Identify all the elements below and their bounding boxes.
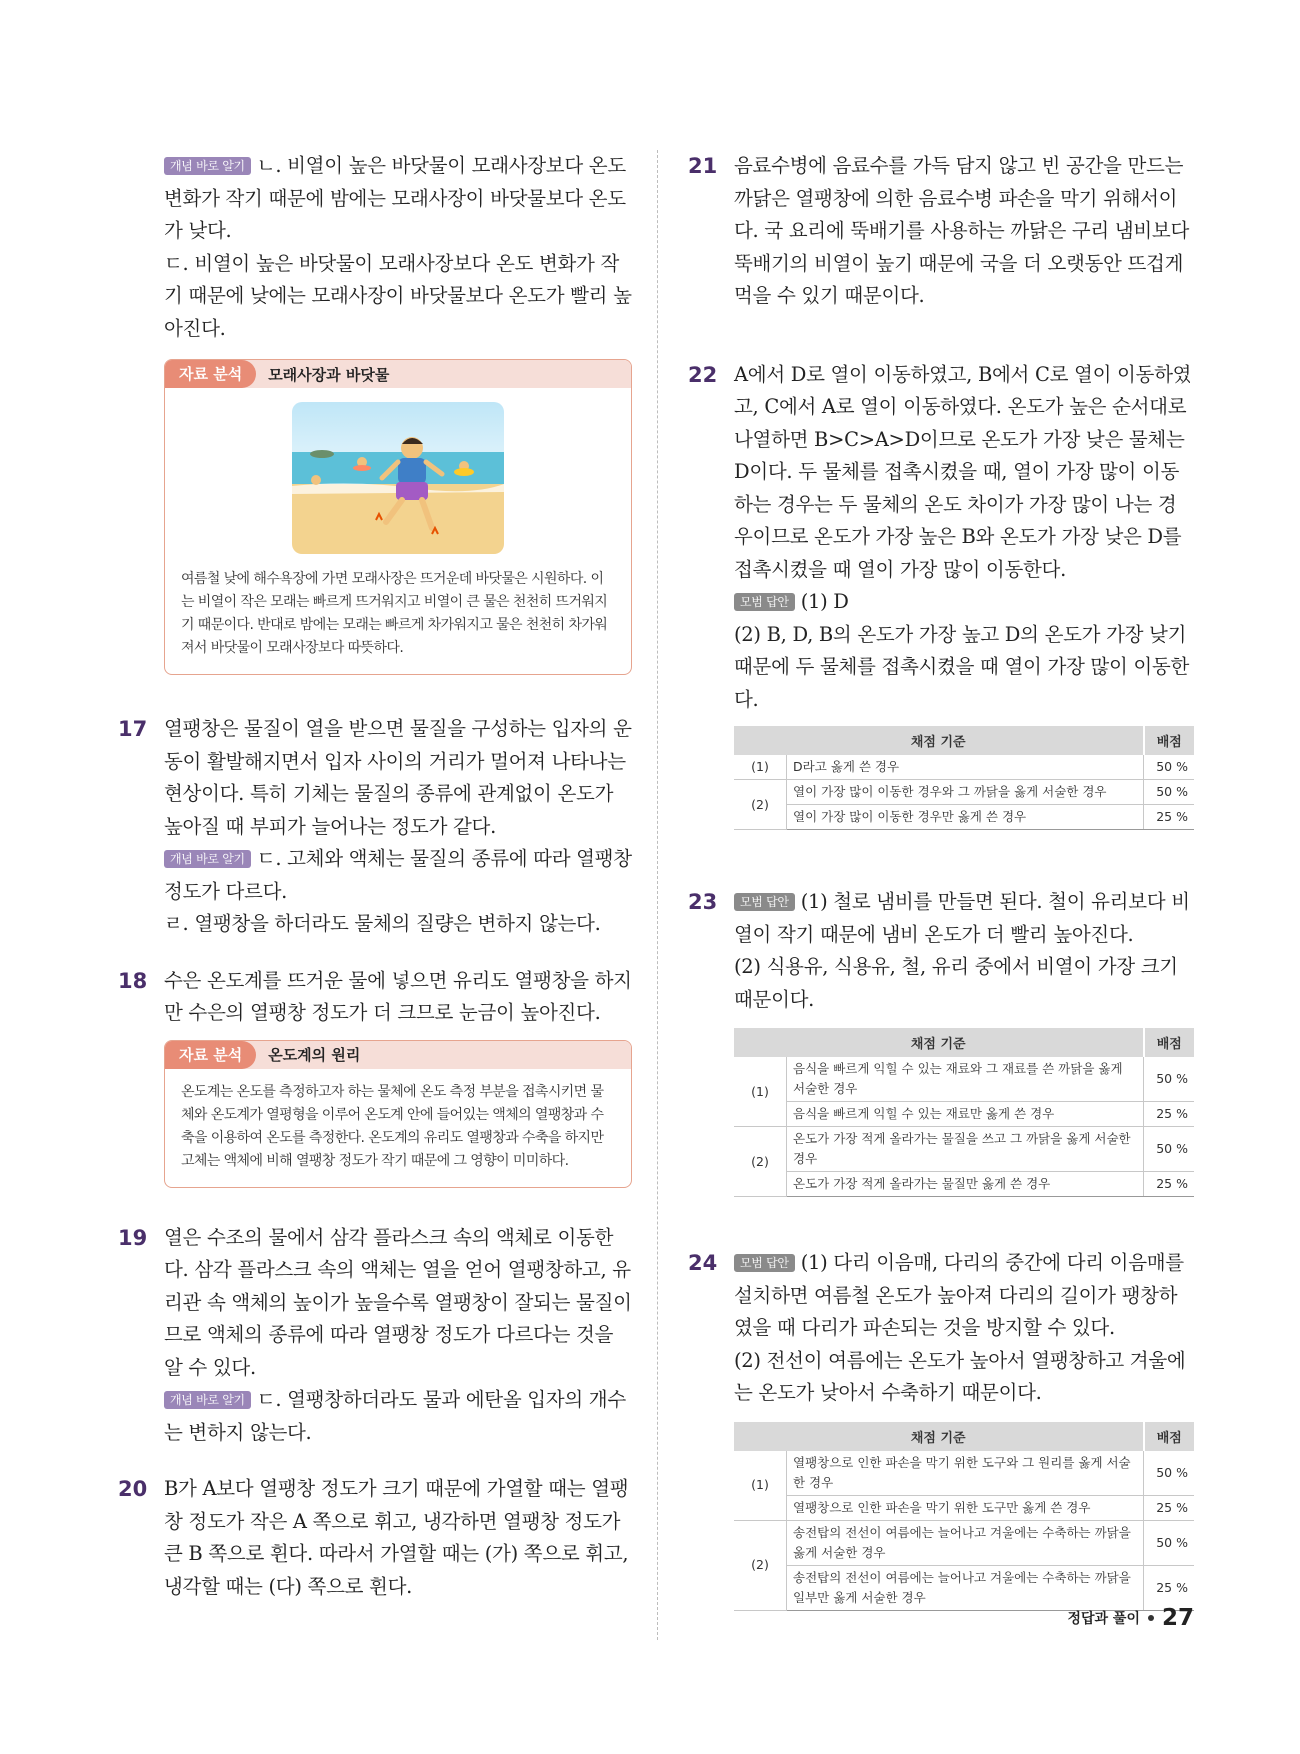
page-number: 27 — [1161, 1605, 1194, 1631]
table-row: (1) 열팽창으로 인한 파손을 막기 위한 도구와 그 원리를 옳게 서술한 경우 50 % — [734, 1451, 1194, 1496]
box-text: 온도계는 온도를 측정하고자 하는 물체에 온도 측정 부분을 접촉시키면 물체와 온도계가 열평형을 이루어 온도계 안에 들어있는 액체의 열팽창과 수축을 이용하여 온도를 측정한다. 온도계의 유리도 열팽창과 수축을 하지만 고체는 액체에 비해 열팽창 정도가 작기 때문에 그 영향이 미미하다. — [181, 1083, 604, 1169]
question-number: 19 — [118, 1225, 148, 1250]
table-header-row — [734, 1422, 1194, 1451]
column-divider — [657, 150, 658, 1640]
question-number: 20 — [118, 1477, 148, 1501]
table-row: 음식을 빠르게 익힐 수 있는 재료만 옳게 쓴 경우 25 % — [734, 1102, 1194, 1127]
question-text: 음료수병에 음료수를 가득 담지 않고 빈 공간을 만드는 까닭은 열팽창에 의한 음료수병 파손을 막기 위해서이다. 국 요리에 뚝배기를 사용하는 까닭은 구리 냄비보다 뚝배기의 비열이 높기 때문에 국을 더 오랫동안 뜨겁게 먹을 수 있기 때문이다. — [734, 154, 1190, 307]
question-text: 수은 온도계를 뜨거운 물에 넣으면 유리도 열팽창을 하지만 수은의 열팽창 정도가 더 크므로 눈금이 높아진다. — [164, 968, 632, 1024]
question-19 — [112, 1222, 632, 1450]
table-row: (1) 음식을 빠르게 익힐 수 있는 재료와 그 재료를 쓴 까닭을 옳게 서술한 경우 50 % — [734, 1057, 1194, 1102]
box-header — [165, 1041, 631, 1069]
right-column — [682, 150, 1194, 1611]
page-footer — [1067, 1605, 1194, 1631]
concept-tag: 개념 바로 알기 — [164, 157, 251, 175]
criteria-header: 채점 기준 — [734, 726, 1144, 755]
question-21 — [682, 150, 1194, 313]
bullet-icon — [1148, 1615, 1154, 1621]
concept-tag: 개념 바로 알기 — [164, 1391, 251, 1409]
box-text: 여름철 낮에 해수욕장에 가면 모래사장은 뜨거운데 바닷물은 시원하다. 이는 비열이 작은 모래는 빠르게 뜨거워지고 비열이 큰 물은 천천히 뜨거워지기 때문이다. 반대로 밤에는 모래는 빠르게 차가워지고 물은 천천히 차가워져서 바닷물이 모래사장보다 따뜻하다. — [181, 571, 608, 656]
answer-line-2: (2) 식용유, 식용유, 철, 유리 중에서 비열이 가장 크기 때문이다. — [734, 955, 1178, 1011]
concept-line-2: ㄹ. 열팽창을 하더라도 물체의 질량은 변하지 않는다. — [164, 912, 601, 935]
question-18 — [112, 965, 632, 1030]
table-row: 온도가 가장 적게 올라가는 물질만 옳게 쓴 경우 25 % — [734, 1172, 1194, 1197]
answer-line-1: 모범 답안 (1) D — [734, 586, 1194, 619]
question-number: 22 — [688, 362, 718, 387]
box-tag: 자료 분석 — [165, 360, 256, 388]
table-row: (1) D라고 옳게 쓴 경우 50 % — [734, 755, 1194, 780]
concept-line-1: 개념 바로 알기 ㄷ. 고체와 액체는 물질의 종류에 따라 열팽창 정도가 다르다. — [164, 847, 632, 903]
table-header-row — [734, 1028, 1194, 1057]
table-row: 송전탑의 전선이 여름에는 늘어나고 겨울에는 수축하는 까닭을 일부만 옳게 서술한 경우 25 % — [734, 1565, 1194, 1610]
question-text: 열은 수조의 물에서 삼각 플라스크 속의 액체로 이동한다. 삼각 플라스크 속의 액체는 열을 얻어 열팽창하고, 유리관 속 액체의 높이가 높을수록 열팽창이 잘되는 물질이므로 액체의 종류에 따라 열팽창 정도가 다르다는 것을 알 수 있다. — [164, 1225, 632, 1379]
intro-section — [112, 150, 632, 345]
question-17 — [112, 713, 632, 941]
question-23 — [682, 886, 1194, 1016]
question-text: B가 A보다 열팽창 정도가 크기 때문에 가열할 때는 열팽창 정도가 작은 A 쪽으로 휘고, 냉각하면 열팽창 정도가 큰 B 쪽으로 휜다. 따라서 가열할 때는 (가) 쪽으로 휘고, 냉각할 때는 (다) 쪽으로 휜다. — [164, 1477, 629, 1598]
footer-label: 정답과 풀이 — [1067, 1611, 1140, 1627]
box-tag: 자료 분석 — [165, 1041, 256, 1069]
answer-line-2: (2) B, D, B의 온도가 가장 높고 D의 온도가 가장 낮기 때문에 두 물체를 접촉시켰을 때 열이 가장 많이 이동한다. — [734, 622, 1190, 711]
answer-line-1: 모범 답안 (1) 다리 이음매, 다리의 중간에 다리 이음매를 설치하면 여름철 온도가 높아져 다리의 길이가 팽창하였을 때 다리가 파손되는 것을 방지할 수 있다. — [734, 1251, 1184, 1339]
concept-line-1: 개념 바로 알기 ㄷ. 열팽창하더라도 물과 에탄올 입자의 개수는 변하지 않는다. — [164, 1388, 626, 1444]
table-row: 열이 가장 많이 이동한 경우만 옳게 쓴 경우 25 % — [734, 805, 1194, 830]
left-column — [112, 150, 632, 1603]
box-header — [165, 360, 631, 388]
model-answer-tag: 모범 답안 — [734, 893, 795, 911]
data-analysis-box-beach — [164, 359, 632, 675]
question-number: 24 — [688, 1251, 718, 1275]
intro-line-2: ㄷ. 비열이 높은 바닷물이 모래사장보다 온도 변화가 작기 때문에 낮에는 모래사장이 바닷물보다 온도가 빨리 높아진다. — [164, 251, 632, 340]
answer-line-1: 모범 답안 (1) 철로 냄비를 만들면 된다. 철이 유리보다 비열이 작기 때문에 냄비 온도가 더 빨리 높아진다. — [734, 890, 1190, 946]
concept-tag: 개념 바로 알기 — [164, 850, 251, 868]
scoring-table-24 — [734, 1422, 1194, 1611]
question-number: 17 — [118, 717, 148, 741]
answer-line-2: (2) 전선이 여름에는 온도가 높아서 열팽창하고 겨울에는 온도가 낮아서 수축하기 때문이다. — [734, 1348, 1186, 1404]
question-number: 23 — [688, 890, 718, 914]
box-title: 온도계의 원리 — [268, 1046, 361, 1064]
question-24 — [682, 1247, 1194, 1410]
criteria-header: 채점 기준 — [734, 1422, 1144, 1451]
scoring-table-22 — [734, 726, 1194, 830]
data-analysis-box-thermometer — [164, 1040, 632, 1188]
intro-line-1: 개념 바로 알기 ㄴ. 비열이 높은 바닷물이 모래사장보다 온도 변화가 작기 때문에 밤에는 모래사장이 바닷물보다 온도가 낮다. — [164, 154, 626, 242]
points-header: 배점 — [1144, 1028, 1195, 1057]
scoring-table-23 — [734, 1028, 1194, 1197]
question-text: A에서 D로 열이 이동하였고, B에서 C로 열이 이동하였고, C에서 A로 열이 이동하였다. 온도가 높은 순서대로 나열하면 B>C>A>D이므로 온도가 가장 낮은 물체는 D이다. 두 물체를 접촉시켰을 때, 열이 가장 많이 이동하는 경우는 두 물체의 온도 차이가 가장 많이 나는 경우이므로 온도가 가장 높은 B와 온도가 가장 낮은 D를 접촉시켰을 때 열이 가장 많이 이동한다. — [734, 362, 1192, 581]
question-text: 열팽창은 물질이 열을 받으면 물질을 구성하는 입자의 운동이 활발해지면서 입자 사이의 거리가 멀어져 나타나는 현상이다. 특히 기체는 물질의 종류에 관계없이 온도가 높아질 때 부피가 늘어나는 정도가 같다. — [164, 717, 632, 838]
points-header: 배점 — [1144, 726, 1195, 755]
model-answer-tag: 모범 답안 — [734, 1254, 795, 1272]
criteria-header: 채점 기준 — [734, 1028, 1144, 1057]
table-row: (2) 온도가 가장 적게 올라가는 물질을 쓰고 그 까닭을 옳게 서술한 경우 50 % — [734, 1127, 1194, 1172]
question-number: 21 — [688, 154, 718, 178]
points-header: 배점 — [1144, 1422, 1195, 1451]
table-header-row — [734, 726, 1194, 755]
table-row: 열팽창으로 인한 파손을 막기 위한 도구만 옳게 쓴 경우 25 % — [734, 1495, 1194, 1520]
model-answer-tag: 모범 답안 — [734, 593, 795, 611]
question-20 — [112, 1473, 632, 1603]
table-row: (2) 송전탑의 전선이 여름에는 늘어나고 겨울에는 수축하는 까닭을 옳게 서술한 경우 50 % — [734, 1520, 1194, 1565]
table-row: (2) 열이 가장 많이 이동한 경우와 그 까닭을 옳게 서술한 경우 50 % — [734, 780, 1194, 805]
box-title: 모래사장과 바닷물 — [268, 365, 390, 384]
beach-illustration — [292, 402, 504, 554]
question-number: 18 — [118, 968, 148, 993]
question-22 — [682, 359, 1194, 717]
